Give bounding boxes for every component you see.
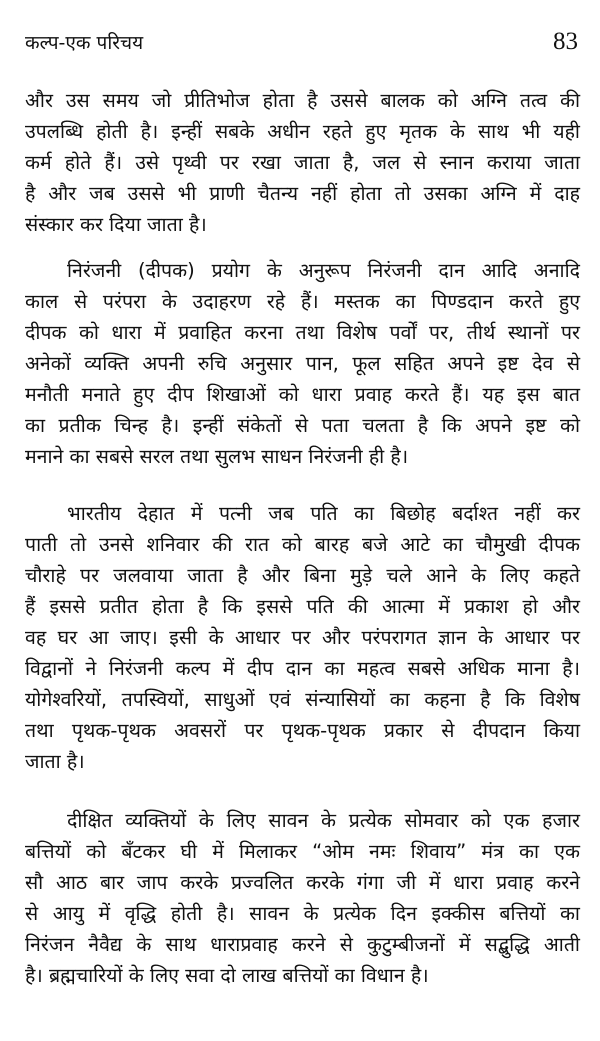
text-line: कर्म होते हैं। उसे पृथ्वी पर रखा जाता है, जल से स्नान कराया जाता (25, 151, 580, 174)
text-line: तथा पृथक-पृथक अवसरों पर पृथक-पृथक प्रकार से दीपदान किया (25, 719, 580, 742)
text-line: बत्तियों को बँटकर घी में मिलाकर “ओम नमः शिवाय” मंत्र का एक (25, 840, 580, 863)
text-line: चौराहे पर जलवाया जाता है और बिना मुड़े चले आने के लिए कहते (25, 564, 580, 587)
text-line: मनाने का सबसे सरल तथा सुलभ साधन निरंजनी ही है। (25, 445, 409, 468)
text-line: सौ आठ बार जाप करके प्रज्वलित करके गंगा जी में धारा प्रवाह करने (25, 871, 580, 894)
text-line: काल से परंपरा के उदाहरण रहे हैं। मस्तक का पिण्डदान करते हुए (25, 290, 580, 313)
text-line: पाती तो उनसे शनिवार की रात को बारह बजे आटे का चौमुखी दीपक (25, 533, 580, 556)
text-line: से आयु में वृद्धि होती है। सावन के प्रत्येक दिन इक्कीस बत्तियों का (25, 902, 580, 925)
text-line: अनेकों व्यक्ति अपनी रुचि अनुसार पान, फूल सहित अपने इष्ट देव से (25, 352, 580, 375)
text-line: निरंजन नैवैद्य के साथ धाराप्रवाह करने से कुटुम्बीजनों में सद्बुद्धि आती (25, 933, 580, 956)
paragraph-4 (25, 805, 580, 991)
text-line: है और जब उससे भी प्राणी चैतन्य नहीं होता तो उसका अग्नि में दाह (25, 182, 580, 205)
text-line: वह घर आ जाए। इसी के आधार पर और परंपरागत ज्ञान के आधार पर (25, 626, 580, 649)
text-line: मनौती मनाते हुए दीप शिखाओं को धारा प्रवाह करते हैं। यह इस बात (25, 383, 580, 406)
text-line: है। ब्रह्मचारियों के लिए सवा दो लाख बत्तियों का विधान है। (25, 964, 429, 987)
text-line: भारतीय देहात में पत्नी जब पति का बिछोह बर्दाश्त नहीं कर (67, 502, 580, 525)
text-line: निरंजनी (दीपक) प्रयोग के अनुरूप निरंजनी दान आदि अनादि (67, 259, 580, 282)
paragraph-1 (25, 85, 580, 240)
text-line: दीपक को धारा में प्रवाहित करना तथा विशेष पर्वों पर, तीर्थ स्थानों पर (25, 321, 581, 344)
text-line: योगेश्वरियों, तपस्वियों, साधुओं एवं संन्यासियों का कहना है कि विशेष (25, 688, 580, 711)
page-number: 83 (553, 28, 578, 55)
text-line: का प्रतीक चिन्ह है। इन्हीं संकेतों से पता चलता है कि अपने इष्ट को (25, 414, 580, 437)
text-line: और उस समय जो प्रीतिभोज होता है उससे बालक को अग्नि तत्व की (25, 89, 580, 112)
chapter-title: कल्प-एक परिचय (25, 32, 144, 54)
text-line: हैं इससे प्रतीत होता है कि इससे पति की आत्मा में प्रकाश हो और (25, 595, 580, 618)
paragraph-3 (25, 498, 580, 777)
text-line: दीक्षित व्यक्तियों के लिए सावन के प्रत्येक सोमवार को एक हजार (67, 809, 580, 832)
text-line: विद्वानों ने निरंजनी कल्प में दीप दान का महत्व सबसे अधिक माना है। (25, 657, 580, 680)
text-line: संस्कार कर दिया जाता है। (25, 213, 207, 236)
text-line: उपलब्धि होती है। इन्हीं सबके अधीन रहते हुए मृतक के साथ भी यही (25, 120, 580, 143)
paragraph-2 (25, 255, 580, 472)
text-line: जाता है। (25, 750, 85, 773)
